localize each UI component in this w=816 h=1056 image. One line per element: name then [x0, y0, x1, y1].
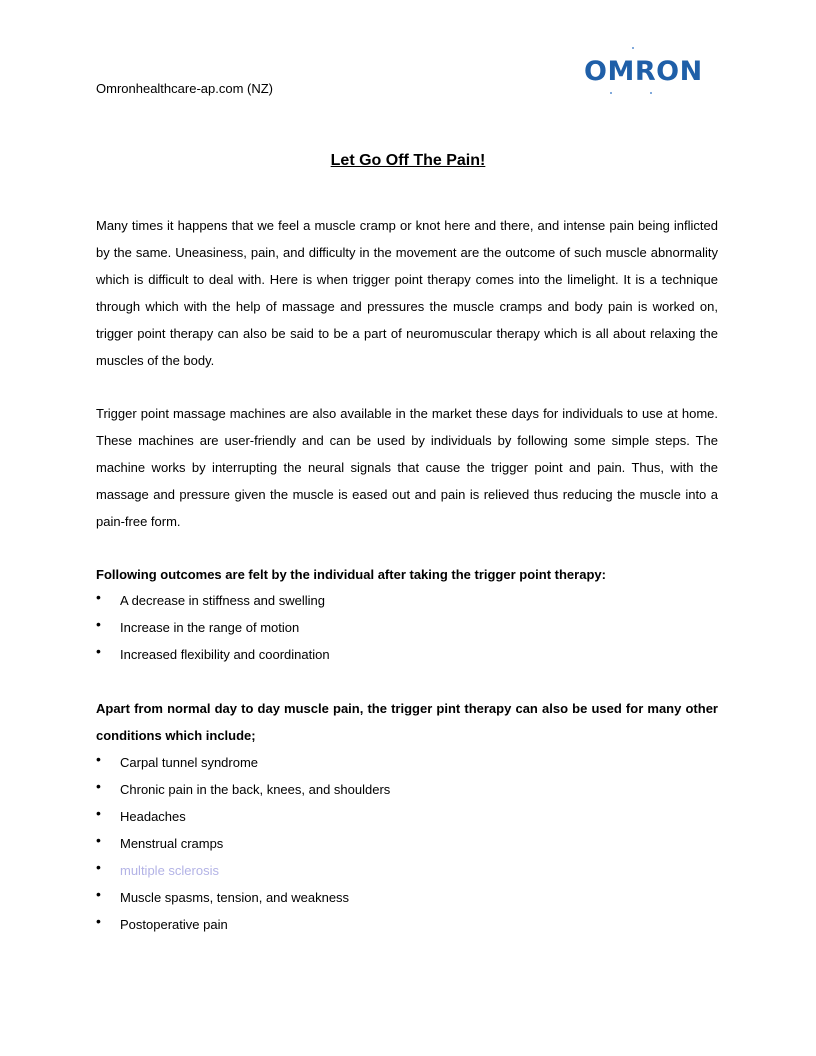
list-item	[96, 614, 718, 641]
bullet-icon: •	[96, 778, 101, 794]
bullet-icon: •	[96, 805, 101, 821]
paragraph-machines: Trigger point massage machines are also available in the market these days for individuals to use at home. These machines are user-friendly and can be used by individuals by following some simple steps. The machine works by interrupting the neural signals that cause the trigger point and pain. Thus, with the massage and pressure given the muscle is eased out and pain is relieved thus reducing the muscle into a pain-free form.	[96, 406, 718, 529]
omron-logo	[584, 46, 704, 96]
bullet-icon: •	[96, 643, 101, 659]
outcomes-list	[96, 587, 718, 668]
list-item	[96, 803, 718, 830]
logo-text: OMRON	[584, 56, 703, 87]
outcomes-heading: Following outcomes are felt by the individual after taking the trigger point therapy:	[96, 567, 606, 582]
logo-dot-bottom-right	[650, 92, 652, 94]
multiple-sclerosis-link[interactable]: multiple sclerosis	[120, 863, 219, 878]
bullet-icon: •	[96, 616, 101, 632]
conditions-heading: Apart from normal day to day muscle pain, the trigger pint therapy can also be used for many other conditions which include;	[96, 701, 718, 743]
list-item-text: Increase in the range of motion	[120, 620, 300, 635]
bullet-icon: •	[96, 589, 101, 605]
bullet-icon: •	[96, 751, 101, 767]
bullet-icon: •	[96, 913, 101, 929]
bullet-icon: •	[96, 886, 101, 902]
list-item-text: Muscle spasms, tension, and weakness	[120, 890, 350, 905]
header-site-name: Omronhealthcare-ap.com (NZ)	[96, 81, 273, 96]
conditions-list	[96, 749, 718, 938]
list-item	[96, 776, 718, 803]
list-item	[96, 641, 718, 668]
list-item-text: Postoperative pain	[120, 917, 228, 932]
list-item	[96, 911, 718, 938]
list-item	[96, 830, 718, 857]
list-item-text: Carpal tunnel syndrome	[120, 755, 259, 770]
list-item	[96, 884, 718, 911]
list-item	[96, 749, 718, 776]
list-item-text: Chronic pain in the back, knees, and shoulders	[120, 782, 391, 797]
bullet-icon: •	[96, 859, 101, 875]
list-item-text: Menstrual cramps	[120, 836, 224, 851]
paragraph-intro: Many times it happens that we feel a muscle cramp or knot here and there, and intense pain being inflicted by the same. Uneasiness, pain, and difficulty in the movement are the outcome of such muscle abnormality which is difficult to deal with. Here is when trigger point therapy comes into the limelight. It is a technique through which with the help of massage and pressures the muscle cramps and body pain is worked on, trigger point therapy can also be said to be a part of neuromuscular therapy which is all about relaxing the muscles of the body.	[96, 218, 718, 368]
logo-dot-bottom-left	[610, 92, 612, 94]
list-item	[96, 857, 718, 884]
list-item-text: A decrease in stiffness and swelling	[120, 593, 325, 608]
list-item-text: Headaches	[120, 809, 186, 824]
page-title: Let Go Off The Pain!	[330, 152, 486, 169]
list-item	[96, 587, 718, 614]
logo-dot-top	[632, 47, 634, 49]
bullet-icon: •	[96, 832, 101, 848]
list-item-text: Increased flexibility and coordination	[120, 647, 330, 662]
